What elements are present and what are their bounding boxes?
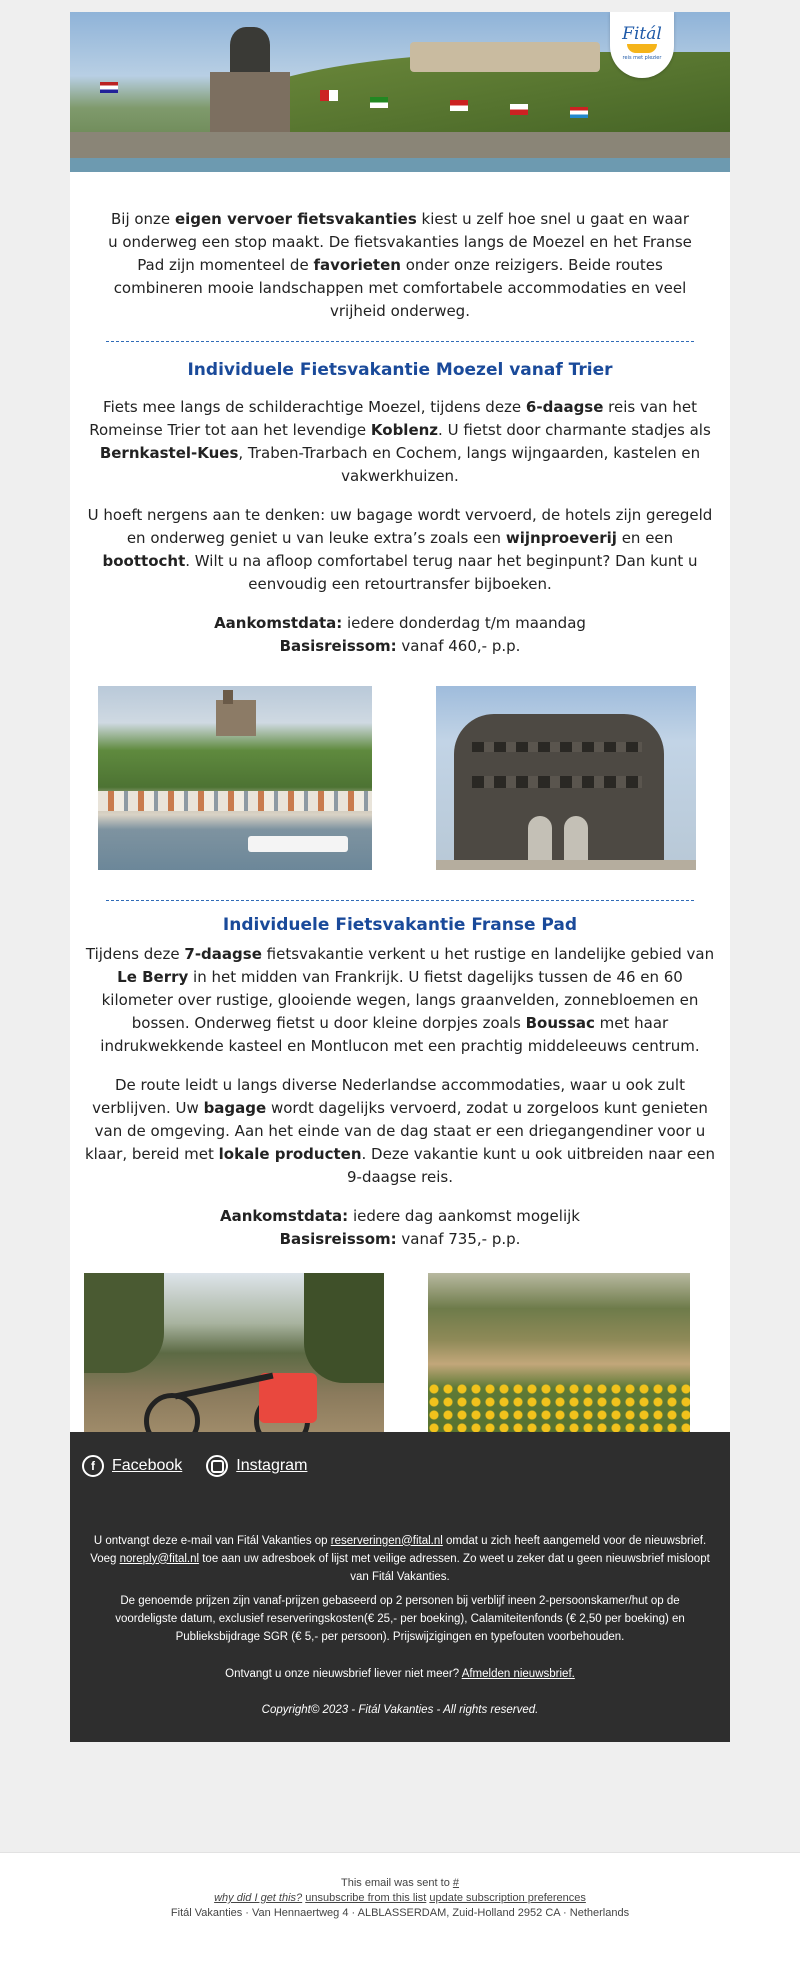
company-address: Fitál Vakanties · Van Hennaertweg 4 · ALBLASSERDAM, Zuid-Holland 2952 CA · Netherlands: [170, 1907, 630, 1919]
moezel-text-1: Fiets mee langs de schilderachtige Moezel, tijdens deze 6-daagse reis van het Romeinse Trier tot aan het levendige Koblenz. U fietst door charmante stadjes als Bernkastel-Kues, Traben-Trarbach en Cochem, langs wijngaarden, kastelen en vakwerkhuizen.: [89, 398, 711, 485]
footer-notice: U ontvangt deze e-mail van Fitál Vakanties op reserveringen@fital.nl omdat u zich heeft aangemeld voor de nieuwsbrief. Voeg noreply@fital.nl toe aan uw adresboek of lijst met veilige adressen. Zo weet u zeker dat u geen nieuwsbrief misloopt van Fitál Vakanties.: [90, 1534, 710, 1583]
divider: [106, 341, 694, 342]
instagram-icon[interactable]: [206, 1455, 228, 1477]
social-links: [82, 1455, 331, 1477]
moezel-meta: Aankomstdata: iedere donderdag t/m maandag Basisreissom: vanaf 460,- p.p.: [214, 614, 586, 655]
footer: [70, 1432, 730, 1742]
sun-icon: [627, 44, 657, 53]
cochem-photo[interactable]: [98, 686, 372, 870]
facebook-link[interactable]: Facebook: [112, 1457, 183, 1474]
sent-to-line: This email was sent to #: [341, 1877, 459, 1889]
why-link[interactable]: why did I get this?: [214, 1892, 303, 1904]
hero-image: [70, 12, 730, 172]
intro-text: Bij onze eigen vervoer fietsvakanties kiest u zelf hoe snel u gaat en waar u onderweg een stop maakt. De fietsvakanties langs de Moezel en het Franse Pad zijn momenteel de favorieten onder onze reizigers. Beide routes combineren mooie landschappen met comfortabele accommodaties en veel vrijheid onderweg.: [108, 210, 692, 320]
noreply-email-link[interactable]: noreply@fital.nl: [119, 1552, 200, 1565]
franse-title[interactable]: Individuele Fietsvakantie Franse Pad: [222, 915, 578, 935]
logo-text: Fitál: [622, 24, 662, 44]
logo-tagline: reis met plezier: [622, 55, 662, 61]
moezel-title[interactable]: Individuele Fietsvakantie Moezel vanaf Trier: [187, 360, 613, 380]
update-preferences-link[interactable]: update subscription preferences: [429, 1892, 586, 1904]
fital-logo[interactable]: [610, 12, 674, 78]
footer-unsubscribe: Ontvangt u onze nieuwsbrief liever niet meer? Afmelden nieuwsbrief.: [225, 1668, 575, 1680]
email-body: [70, 12, 730, 1493]
unsubscribe-list-link[interactable]: unsubscribe from this list: [305, 1892, 427, 1904]
franse-text-1: Tijdens deze 7-daagse fietsvakantie verkent u het rustige en landelijke gebied van Le Berry in het midden van Frankrijk. U fietst dagelijks tussen de 46 en 60 kilometer over rustige, glooiende wegen, langs graanvelden, zonnebloemen en bossen. Onderweg fietst u door kleine dorpjes zoals Boussac met haar indrukwekkende kasteel en Montlucon met een prachtig middeleeuws centrum.: [85, 945, 715, 1055]
franse-text-2: De route leidt u langs diverse Nederlandse accommodaties, waar u ook zult verblijven. Uw bagage wordt dagelijks vervoerd, zodat u zorgeloos kunt genieten van de omgeving. Aan het einde van de dag staat er een driegangendiner voor u klaar, bereid met lokale producten. Deze vakantie kunt u ook uitbreiden naar een 9-daagse reis.: [84, 1076, 716, 1186]
porta-nigra-photo[interactable]: [436, 686, 696, 870]
franse-meta: Aankomstdata: iedere dag aankomst mogelijk Basisreissom: vanaf 735,- p.p.: [220, 1207, 580, 1248]
unsubscribe-newsletter-link[interactable]: Afmelden nieuwsbrief.: [461, 1668, 575, 1680]
mailchimp-footer: [0, 1852, 800, 1964]
facebook-icon[interactable]: f: [82, 1455, 104, 1477]
reserveringen-email-link[interactable]: reserveringen@fital.nl: [330, 1534, 443, 1547]
footer-copyright: Copyright© 2023 - Fitál Vakanties - All rights reserved.: [261, 1704, 539, 1716]
divider: [106, 900, 694, 901]
instagram-link[interactable]: Instagram: [236, 1457, 308, 1474]
moezel-text-2: U hoeft nergens aan te denken: uw bagage wordt vervoerd, de hotels zijn geregeld en onderweg geniet u van leuke extra’s zoals een wijnproeverij en een boottocht. Wilt u na afloop comfortabel terug naar het beginpunt? Dan kunt u eenvoudig een retourtransfer bijboeken.: [87, 506, 713, 593]
subscription-links: [0, 1892, 800, 1904]
footer-price-disclaimer: De genoemde prijzen zijn vanaf-prijzen gebaseerd op 2 personen bij verblijf ineen 2-persoonskamer/hut op de voordeligste datum, exclusief reserveringskosten(€ 25,- per boeking), Calamiteitenfonds (€ 2,50 per boeking) en Publieksbijdrage SGR (€ 5,- per persoon). Prijswijzigingen en typefouten voorbehouden.: [115, 1595, 685, 1643]
sent-to-link[interactable]: #: [452, 1877, 459, 1889]
